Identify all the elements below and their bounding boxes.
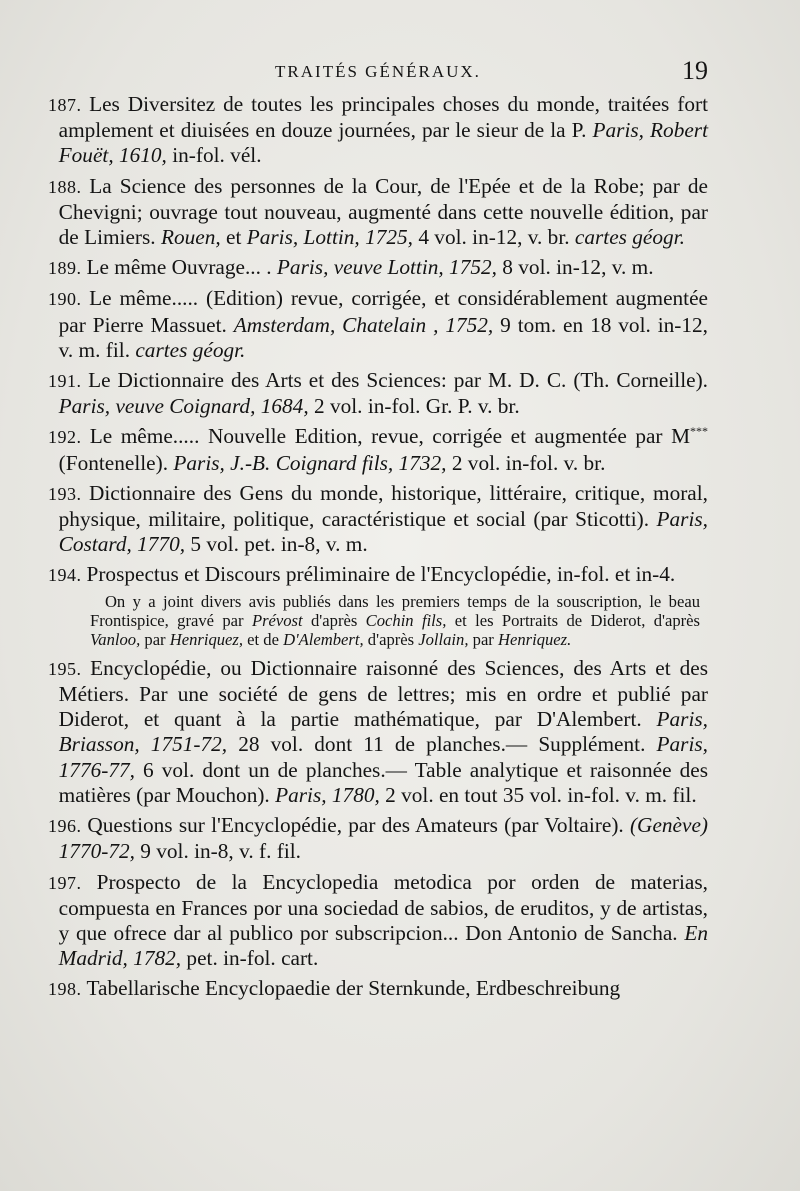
entry-number: 191 . [48,371,88,391]
entry-197: 197 . Prospecto de la Encyclopedia metodica por orden de materias, compuesta en Frances por una sociedad de sabios, de eruditos, y de artistas, y que ofrece dar al publico por subscripcion... Don Antonio de Sancha. En Madrid, 1782, pet. in-fol. cart. [48,870,708,972]
entry-196: 196 . Questions sur l'Encyclopédie, par des Amateurs (par Voltaire). (Genève) 1770-72, 9 vol. in-8, v. f. fil. [48,813,708,864]
entry-number: 195 . [48,659,90,679]
entry-192: 192 . Le même..... Nouvelle Edition, revue, corrigée et augmentée par M*** (Fontenelle). Paris, J.-B. Coignard fils, 1732, 2 vol. in-fol. v. br. [48,424,708,475]
entry-number: 193 . [48,484,89,504]
bibliography-entries [48,92,708,1008]
running-title: TRAITÉS GÉNÉRAUX. [275,62,481,81]
entry-number: 189 . [48,258,87,278]
entry-number: 196 . [48,816,87,836]
entry-number: 197 . [48,873,97,893]
entry-189: 189 . Le même Ouvrage... . Paris, veuve Lottin, 1752, 8 vol. in-12, v. m. [48,255,708,281]
entry-198: 198 . Tabellarische Encyclopaedie der Sternkunde, Erdbeschreibung [48,976,708,1002]
entry-187: 187 . Les Diversitez de toutes les principales choses du monde, traitées fort amplement et diuisées en douze journées, par le sieur de la P. Paris, Robert Fouët, 1610, in-fol. vél. [48,92,708,169]
entry-number: 188 . [48,177,89,197]
entry-number: 192 . [48,427,90,447]
page-header [48,56,708,90]
entry-number: 198 . [48,979,87,999]
entry-193: 193 . Dictionnaire des Gens du monde, historique, littéraire, critique, moral, physique, militaire, politique, caractéristique et social (par Sticotti). Paris, Costard, 1770, 5 vol. pet. in-8, v. m. [48,481,708,558]
entry-191: 191 . Le Dictionnaire des Arts et des Sciences: par M. D. C. (Th. Corneille). Paris, veuve Coignard, 1684, 2 vol. in-fol. Gr. P. v. br. [48,368,708,419]
entry-194-note: On y a joint divers avis publiés dans les premiers temps de la souscription, le beau Frontispice, gravé par Prévost d'après Cochin fils, et les Portraits de Diderot, d'après Vanloo, par Henriquez, et de D'Alembert, d'après Jollain, par Henriquez. [90,591,700,650]
entry-188: 188 . La Science des personnes de la Cour, de l'Epée et de la Robe; par de Chevigni; ouvrage tout nouveau, augmenté dans cette nouvelle édition, par de Limiers. Rouen, et Paris, Lottin, 1725, 4 vol. in-12, v. br. cartes géogr. [48,174,708,251]
page-number: 19 [682,56,708,85]
entry-number: 194 . [48,565,87,585]
entry-number: 187 . [48,95,89,115]
entry-194: 194 . Prospectus et Discours préliminaire de l'Encyclopédie, in-fol. et in-4. [48,562,708,588]
entry-number: 190 . [48,289,89,309]
entry-195: 195 . Encyclopédie, ou Dictionnaire raisonné des Sciences, des Arts et des Métiers. Par une société de gens de lettres; mis en ordre et publié par Diderot, et quant à la partie mathématique, par D'Alembert. Paris, Briasson, 1751-72, 28 vol. dont 11 de planches.— Supplément. Paris, 1776-77, 6 vol. dont un de planches.— Table analytique et raisonnée des matières (par Mouchon). Paris, 1780, 2 vol. en tout 35 vol. in-fol. v. m. fil. [48,656,708,808]
entry-190: 190 . Le même..... (Edition) revue, corrigée, et considérablement augmentée par Pierre Massuet. Amsterdam, Chatelain , 1752, 9 tom. en 18 vol. in-12, v. m. fil. cartes géogr. [48,286,708,363]
